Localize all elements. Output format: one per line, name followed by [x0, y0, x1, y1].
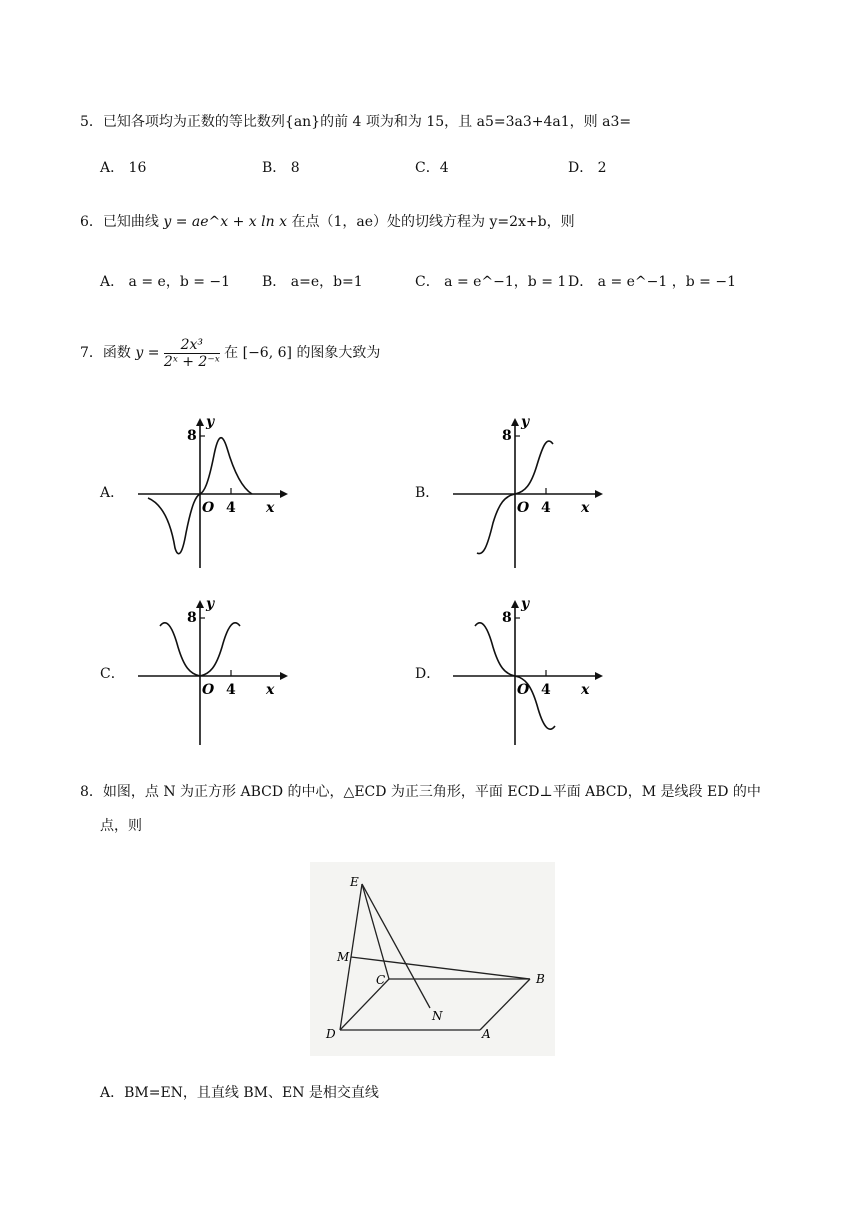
q7-a-yname: y — [206, 414, 215, 430]
q8-label-a: A — [482, 1027, 491, 1041]
q5-option-b: B． 8 — [262, 160, 300, 176]
q8-label-m: M — [337, 950, 350, 964]
q7-graph-b — [445, 408, 605, 573]
q6-formula: y = ae^x + x ln x — [163, 214, 287, 230]
q6-option-a: A． a = e，b = −1 — [100, 274, 231, 290]
q6-stem — [80, 212, 575, 232]
q7-b-xname: x — [581, 500, 590, 516]
q6-option-d: D． a = e^−1 ，b = −1 — [568, 274, 736, 290]
q7-b-yname: y — [521, 414, 530, 430]
q7-graph-c — [130, 590, 290, 750]
q7-stem-post: 的图象大致为 — [296, 345, 381, 361]
q8-option-a: A．BM=EN，且直线 BM、EN 是相交直线 — [100, 1085, 379, 1101]
q7-graph-a-label: A． — [100, 485, 125, 501]
q8-label-d: D — [326, 1027, 336, 1041]
q8-label-e: E — [350, 875, 359, 889]
q7-stem-pre: 7．函数 — [80, 345, 131, 361]
q7-c-ytick: 8 — [187, 610, 197, 626]
q8-figure — [310, 862, 555, 1056]
q7-b-origin: O — [517, 500, 530, 516]
q7-graph-a — [130, 408, 290, 573]
q6-stem-pre: 6．已知曲线 — [80, 214, 159, 230]
q7-func-lhs: y = — [135, 345, 160, 361]
q7-interval: [−6, 6] — [242, 345, 292, 361]
q7-c-xtick: 4 — [226, 682, 236, 698]
q7-b-xtick: 4 — [541, 500, 551, 516]
q7-graph-d — [445, 590, 605, 750]
q7-graph-b-label: B． — [415, 485, 440, 501]
q7-graph-c-label: C． — [100, 666, 125, 682]
q7-func-denominator: 2ˣ + 2⁻ˣ — [163, 353, 220, 370]
q7-d-origin: O — [517, 682, 530, 698]
q7-a-xtick: 4 — [226, 500, 236, 516]
q7-d-xtick: 4 — [541, 682, 551, 698]
q7-c-yname: y — [206, 596, 215, 612]
q5-option-a: A． 16 — [100, 160, 147, 176]
q7-c-xname: x — [266, 682, 275, 698]
q7-d-xname: x — [581, 682, 590, 698]
q5-stem: 5．已知各项均为正数的等比数列{an}的前 4 项为和为 15，且 a5=3a3+4a1，则 a3= — [80, 114, 632, 130]
q8-label-c: C — [376, 973, 386, 987]
q6-option-b: B． a=e，b=1 — [262, 274, 363, 290]
q7-b-ytick: 8 — [502, 428, 512, 444]
q8-stem-line1: 8．如图，点 N 为正方形 ABCD 的中心，△ECD 为正三角形，平面 ECD⊥平面 ABCD，M 是线段 ED 的中 — [80, 784, 761, 800]
q7-a-xname: x — [266, 500, 275, 516]
q7-stem — [80, 336, 380, 370]
q7-fraction — [164, 337, 220, 370]
q7-a-origin: O — [202, 500, 215, 516]
q7-stem-mid: 在 — [224, 345, 239, 361]
q7-func-numerator: 2x³ — [164, 337, 220, 354]
q7-c-origin: O — [202, 682, 215, 698]
q7-a-ytick: 8 — [187, 428, 197, 444]
q6-option-c: C． a = e^−1，b = 1 — [415, 274, 567, 290]
q7-graph-d-label: D． — [415, 666, 441, 682]
q8-label-n: N — [432, 1009, 443, 1023]
q7-d-ytick: 8 — [502, 610, 512, 626]
q8-stem-line2: 点，则 — [100, 818, 142, 834]
q8-label-b: B — [536, 972, 545, 986]
q5-option-c: C．4 — [415, 160, 449, 176]
q6-stem-post: 在点（1，ae）处的切线方程为 y=2x+b，则 — [291, 214, 575, 230]
q7-d-yname: y — [521, 596, 530, 612]
q5-option-d: D． 2 — [568, 160, 607, 176]
